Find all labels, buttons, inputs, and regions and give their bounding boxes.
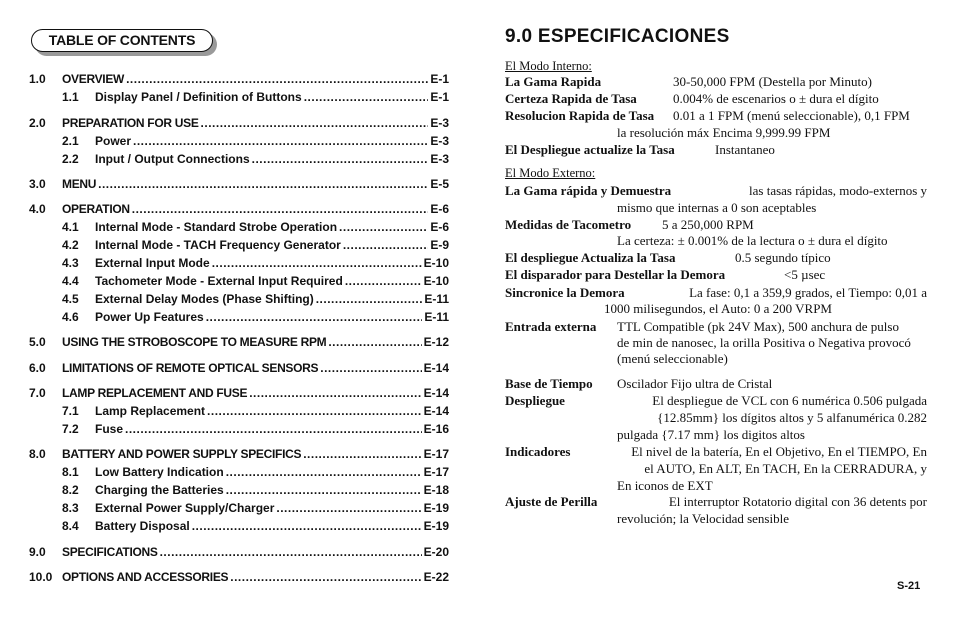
toc-leader-dots <box>133 134 428 148</box>
toc-entry <box>29 361 449 377</box>
toc-badge-label: TABLE OF CONTENTS <box>31 29 213 52</box>
spec-value: El despliegue de VCL con 6 numérica 0.506 pulgada <box>652 393 927 408</box>
spec-label: Despliegue <box>505 393 565 408</box>
toc-leader-dots <box>226 465 422 479</box>
toc-badge <box>31 29 217 56</box>
toc-entry-page: E-14 <box>423 404 449 418</box>
toc-entry-number: 1.0 <box>29 72 46 86</box>
toc-entry-number: 8.3 <box>62 501 79 515</box>
spec-value-cont: En iconos de EXT <box>617 478 713 493</box>
toc-entry-page: E-6 <box>430 220 449 234</box>
toc-entry-title: External Input Mode <box>95 256 210 270</box>
toc-entry-title: BATTERY AND POWER SUPPLY SPECIFICS <box>62 447 302 461</box>
toc-entry-title: USING THE STROBOSCOPE TO MEASURE RPM <box>62 335 327 349</box>
toc-entry-number: 2.1 <box>62 134 79 148</box>
toc-entry <box>29 483 449 499</box>
toc-entry-title: SPECIFICATIONS <box>62 545 158 559</box>
toc-entry-title: Input / Output Connections <box>95 152 250 166</box>
toc-entry <box>29 256 449 272</box>
toc-entry-title: PREPARATION FOR USE <box>62 116 199 130</box>
toc-entry-title: OVERVIEW <box>62 72 125 86</box>
toc-leader-dots <box>160 545 422 559</box>
toc-entry <box>29 310 449 326</box>
spec-value: TTL Compatible (pk 24V Max), 500 anchura de pulso <box>617 319 899 334</box>
toc-leader-dots <box>316 292 423 306</box>
toc-entry-page: E-12 <box>423 335 449 349</box>
spec-value-cont: mismo que internas a 0 son aceptables <box>617 200 817 215</box>
spec-value-cont: el AUTO, En ALT, En TACH, En la CERRADURA, y <box>644 461 927 476</box>
toc-leader-dots <box>304 90 429 104</box>
toc-entry-title: External Power Supply/Charger <box>95 501 275 515</box>
toc-entry-title: Internal Mode - Standard Strobe Operation <box>95 220 338 234</box>
toc-leader-dots <box>276 501 421 515</box>
toc-entry-title: MENU <box>62 177 97 191</box>
toc-leader-dots <box>328 335 421 349</box>
toc-entry-title: Low Battery Indication <box>95 465 224 479</box>
toc-leader-dots <box>303 447 421 461</box>
toc-entry-number: 7.0 <box>29 386 46 400</box>
toc-entry-title: Power Up Features <box>95 310 204 324</box>
spec-value: las tasas rápidas, modo-externos y <box>749 183 927 198</box>
toc-entry <box>29 545 449 561</box>
toc-entry-page: E-5 <box>430 177 449 191</box>
spec-row <box>505 393 927 443</box>
spec-label: La Gama Rapida <box>505 74 602 89</box>
spec-label: Base de Tiempo <box>505 376 593 391</box>
spec-heading: 9.0 ESPECIFICACIONES <box>505 26 730 47</box>
spec-row <box>505 494 927 528</box>
toc-leader-dots <box>207 404 422 418</box>
toc-entry-page: E-10 <box>423 274 449 288</box>
toc-entry-page: E-10 <box>423 256 449 270</box>
toc-entry-title: OPERATION <box>62 202 130 216</box>
toc-entry-number: 4.1 <box>62 220 79 234</box>
toc-entry-title: Lamp Replacement <box>95 404 206 418</box>
toc-entry <box>29 238 449 254</box>
toc-entry-number: 7.1 <box>62 404 79 418</box>
toc-entry-number: 4.0 <box>29 202 46 216</box>
toc-entry-title: Internal Mode - TACH Frequency Generator <box>95 238 341 252</box>
toc-entry-page: E-18 <box>423 483 449 497</box>
spec-value-cont: revolución; la Velocidad sensible <box>617 511 789 526</box>
spec-value: Instantaneo <box>715 142 775 157</box>
toc-entry-number: 6.0 <box>29 361 46 375</box>
spec-label: El disparador para Destellar la Demora <box>505 267 726 282</box>
toc-entry <box>29 72 449 88</box>
toc-entry-page: E-3 <box>430 152 449 166</box>
toc-entry <box>29 274 449 290</box>
toc-leader-dots <box>343 238 429 252</box>
spec-value: 0.01 a 1 FPM (menú seleccionable), 0,1 FPM <box>673 108 910 123</box>
spec-label: Ajuste de Perilla <box>505 494 598 509</box>
toc-entry-page: E-20 <box>423 545 449 559</box>
toc-entry-number: 5.0 <box>29 335 46 349</box>
toc-entry-page: E-3 <box>430 134 449 148</box>
spec-row <box>505 376 927 393</box>
toc-entry-title: Power <box>95 134 132 148</box>
spec-row <box>505 250 927 267</box>
toc-entry <box>29 422 449 438</box>
spec-value: El interruptor Rotatorio digital con 36 detents por <box>668 494 927 509</box>
toc-entry <box>29 386 449 402</box>
toc-entry-number: 2.2 <box>62 152 79 166</box>
toc-entry-page: E-11 <box>424 292 449 306</box>
toc-leader-dots <box>226 483 422 497</box>
toc-leader-dots <box>201 116 429 130</box>
page-number: S-21 <box>897 580 921 592</box>
toc-entry-title: LIMITATIONS OF REMOTE OPTICAL SENSORS <box>62 361 319 375</box>
toc-entry <box>29 134 449 150</box>
toc-entry-title: Charging the Batteries <box>95 483 224 497</box>
toc-entry-number: 8.1 <box>62 465 79 479</box>
toc-entry-page: E-14 <box>423 386 449 400</box>
toc-entry-number: 4.6 <box>62 310 79 324</box>
toc-entry <box>29 202 449 218</box>
toc-leader-dots <box>132 202 429 216</box>
spec-row <box>505 91 927 108</box>
spec-value-cont: La certeza: ± 0.001% de la lectura o ± dura el dígito <box>617 233 888 248</box>
toc-entry-page: E-17 <box>423 465 449 479</box>
toc-entry-page: E-22 <box>423 570 449 584</box>
toc-leader-dots <box>345 274 422 288</box>
spec-value-cont: 1000 milisegundos, el Auto: 0 a 200 VRPM <box>604 301 832 316</box>
spec-row <box>505 285 927 319</box>
spec-label: Certeza Rapida de Tasa <box>505 91 637 106</box>
toc-leader-dots <box>98 177 428 191</box>
toc-entry-page: E-19 <box>423 501 449 515</box>
toc-leader-dots <box>249 386 421 400</box>
spec-row <box>505 319 927 370</box>
internal-mode-header: El Modo Interno: <box>505 59 592 73</box>
toc-entry <box>29 292 449 308</box>
spec-label: Sincronice la Demora <box>505 285 625 300</box>
toc-entry <box>29 570 449 586</box>
toc-entry-number: 8.0 <box>29 447 46 461</box>
toc-leader-dots <box>339 220 428 234</box>
spec-value: 0.5 segundo típico <box>735 250 831 265</box>
toc-entry <box>29 519 449 535</box>
toc-leader-dots <box>125 422 422 436</box>
toc-entry-number: 4.5 <box>62 292 79 306</box>
toc-entry-page: E-16 <box>423 422 449 436</box>
spec-label: El despliegue Actualiza la Tasa <box>505 250 676 265</box>
spec-row <box>505 183 927 217</box>
toc-entry <box>29 177 449 193</box>
toc-entry <box>29 447 449 463</box>
spec-value-cont: de min de nanosec, la orilla Positiva o Negativa provocó <box>617 335 911 350</box>
toc-entry <box>29 116 449 132</box>
spec-row <box>505 267 927 284</box>
toc-entry-page: E-9 <box>430 238 449 252</box>
spec-row <box>505 108 927 142</box>
spec-label: Indicadores <box>505 444 571 459</box>
toc-entry-number: 8.4 <box>62 519 79 533</box>
toc-entry-title: External Delay Modes (Phase Shifting) <box>95 292 314 306</box>
spec-row <box>505 74 927 91</box>
toc-entry-page: E-19 <box>423 519 449 533</box>
toc-entry <box>29 335 449 351</box>
toc-entry-number: 4.3 <box>62 256 79 270</box>
spec-row <box>505 444 927 494</box>
toc-leader-dots <box>252 152 429 166</box>
toc-entry-page: E-14 <box>423 361 449 375</box>
toc-entry-number: 3.0 <box>29 177 46 191</box>
spec-value: La fase: 0,1 a 359,9 grados, el Tiempo: 0,01 a <box>689 285 927 300</box>
toc-entry-page: E-1 <box>430 90 449 104</box>
external-mode-header: El Modo Externo: <box>505 166 596 180</box>
toc-entry-title: Tachometer Mode - External Input Required <box>95 274 343 288</box>
spec-row <box>505 142 927 159</box>
spec-value: 0.004% de escenarios o ± dura el dígito <box>673 91 879 106</box>
toc-entry-title: Fuse <box>95 422 124 436</box>
spec-value: <5 µsec <box>784 267 826 282</box>
toc-entry-page: E-17 <box>423 447 449 461</box>
toc-entry-page: E-1 <box>430 72 449 86</box>
spec-value: Oscilador Fijo ultra de Cristal <box>617 376 773 391</box>
toc-entry <box>29 465 449 481</box>
toc-entry-number: 4.2 <box>62 238 79 252</box>
toc-entry-number: 2.0 <box>29 116 46 130</box>
toc-entry-page: E-3 <box>430 116 449 130</box>
toc-entry-title: OPTIONS AND ACCESSORIES <box>62 570 229 584</box>
toc-entry-number: 4.4 <box>62 274 79 288</box>
toc-leader-dots <box>206 310 423 324</box>
toc-entry-number: 8.2 <box>62 483 79 497</box>
toc-entry <box>29 152 449 168</box>
toc-entry-number: 1.1 <box>62 90 79 104</box>
spec-value: El nivel de la batería, En el Objetivo, En el TIEMPO, En <box>631 444 927 459</box>
spec-value: 5 a 250,000 RPM <box>662 217 754 232</box>
toc-entry-number: 9.0 <box>29 545 46 559</box>
toc-entry-title: LAMP REPLACEMENT AND FUSE <box>62 386 248 400</box>
spec-row <box>505 217 927 251</box>
toc-entry-page: E-6 <box>430 202 449 216</box>
spec-value: 30-50,000 FPM (Destella por Minuto) <box>673 74 872 89</box>
toc-entry <box>29 90 449 106</box>
spec-value-cont: la resolución máx Encima 9,999.99 FPM <box>617 125 831 140</box>
toc-leader-dots <box>212 256 422 270</box>
spec-value-cont: {12.85mm} los dígitos altos y 5 alfanumérica 0.282 <box>657 410 927 425</box>
toc-entry <box>29 404 449 420</box>
spec-label: Resolucion Rapida de Tasa <box>505 108 655 123</box>
spec-value-cont: (menú seleccionable) <box>617 351 728 366</box>
toc-leader-dots <box>192 519 422 533</box>
toc-entry-page: E-11 <box>424 310 449 324</box>
spec-label: Entrada externa <box>505 319 597 334</box>
toc-entry <box>29 501 449 517</box>
spec-label: El Despliegue actualize la Tasa <box>505 142 675 157</box>
spec-label: Medidas de Tacometro <box>505 217 632 232</box>
toc-entry <box>29 220 449 236</box>
spec-label: La Gama rápida y Demuestra <box>505 183 672 198</box>
spec-value-cont: pulgada {7.17 mm} los digitos altos <box>617 427 805 442</box>
toc-leader-dots <box>320 361 421 375</box>
toc-leader-dots <box>126 72 428 86</box>
toc-leader-dots <box>230 570 421 584</box>
toc-entry-title: Display Panel / Definition of Buttons <box>95 90 302 104</box>
toc-entry-number: 10.0 <box>29 570 53 584</box>
toc-entry-number: 7.2 <box>62 422 79 436</box>
toc-entry-title: Battery Disposal <box>95 519 190 533</box>
